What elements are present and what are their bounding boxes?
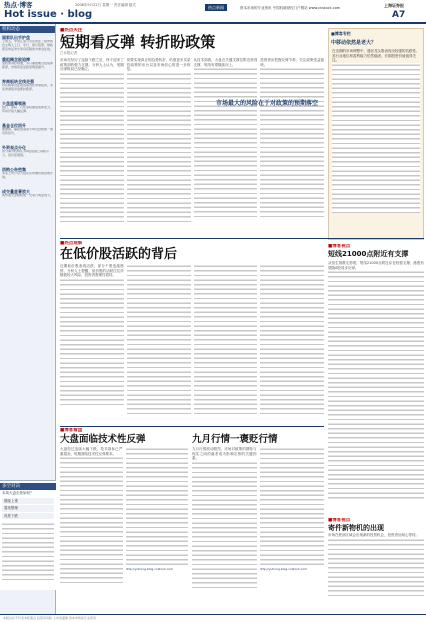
article-column: [126, 447, 189, 597]
article-column: [60, 447, 123, 597]
blog-column: [328, 28, 424, 240]
main-article-kicker: ■热点关注: [60, 28, 83, 33]
bottom-right-kicker: ■博客视点: [328, 518, 351, 523]
article-column: [127, 264, 191, 416]
sidebar-item-text: 两市成交金额较前一交易日明显放大。: [2, 194, 53, 197]
bottom-mid-article: [192, 428, 324, 612]
bottom-left-kicker: ■博客看盘: [60, 428, 83, 433]
blog-column-body: [329, 49, 423, 227]
page-footer: 本版言论不代表本报观点 投资有风险 入市需谨慎 资本市场的专业资讯: [0, 614, 426, 622]
sidebar-heading: 机构动态: [0, 26, 55, 33]
bottom-right-article: [328, 518, 424, 612]
text-block: [194, 264, 258, 414]
blog-link[interactable]: http://yuhong.blog.cnstock.com: [259, 567, 308, 571]
sidebar-item-title: 回购公告密集: [2, 167, 26, 172]
article-paragraph: 市场在底部区域会出现新的投资机会，投资者应耐心等待。: [328, 533, 419, 537]
article-column: [260, 447, 325, 597]
sidebar-item-text: 印花税单边征收直接利好券商板块，多家券商股早盘即封涨停。: [2, 84, 53, 91]
article-column: [194, 264, 258, 416]
bottom-right-body: [328, 533, 424, 598]
text-block: [60, 456, 123, 584]
section-title: 热点·博客: [4, 1, 33, 9]
article-paragraph: 从技术面看，大盘在关键支撑位附近获得支撑，短线有望继续向上。: [193, 58, 258, 67]
text-block: [194, 67, 258, 217]
poll-text-block: [2, 522, 54, 582]
divider: [60, 426, 324, 427]
paper-name: 上海证券报: [384, 3, 404, 8]
sidebar-item-text: 多家上市公司大股东宣布增持或回购计划。: [2, 172, 53, 179]
poll-question: 本周大盘走势如何？: [2, 491, 34, 495]
sidebar-item-title: 国家队出手护盘: [2, 35, 30, 40]
sidebar-item-text: 银行、保险、石化等权重股集体发力，带动沪指大幅反弹。: [2, 106, 53, 113]
masthead: [0, 0, 426, 24]
article-column: [60, 58, 124, 230]
poll-option[interactable]: 再度下跌: [2, 513, 54, 520]
article-paragraph: 大盘经过连续大幅下跌，技术指标已严重超卖，短期面临技术性反弹要求。: [60, 447, 123, 456]
sidebar-item-title: 外资观点分化: [2, 145, 26, 150]
article-paragraph: 市场在经历了连续下跌之后，终于迎来了政策面的强力支撑。分析人士认为，短期反弹格局已经确立。: [60, 58, 124, 72]
divider: [60, 238, 424, 239]
blog-column-tag: ■博客专栏: [331, 31, 351, 36]
text-block: [328, 270, 424, 500]
sidebar-item: [0, 77, 55, 99]
second-article: [60, 241, 324, 423]
text-block: [332, 63, 420, 213]
section-title-en: Hot issue · blog: [4, 9, 93, 20]
article-column: [260, 58, 324, 230]
main-article-headline: 短期看反弹 转折盼政策: [60, 33, 216, 51]
sidebar-item: [0, 165, 55, 187]
sidebar-item-title: 大盘蓝筹领涨: [2, 101, 26, 106]
second-article-headline: 在低价股活跃的背后: [60, 247, 178, 262]
sidebar-item-title: 券商板块全线走强: [2, 79, 34, 84]
text-block: [127, 72, 191, 222]
issue-meta: 2008年9月22日 星期一 责任编辑 版式: [75, 3, 136, 7]
blog-column-paragraph: 在近期的市场调整中，通信龙头股表现出较强的抗跌性，其行业地位和盈利能力依然稳固，长期投资价值值得关注。: [332, 49, 420, 63]
text-block: [260, 264, 324, 414]
article-paragraph: 投资者应把握反弹节奏，关注政策受益板块。: [260, 58, 324, 67]
text-block: [260, 447, 325, 567]
sidebar-item-title: 重组概念股追捧: [2, 57, 30, 62]
sidebar-item-title: 基金仓位回升: [2, 123, 26, 128]
third-article-kicker: ■博客视点: [328, 244, 351, 249]
article-column: [127, 58, 191, 230]
article-column: [194, 58, 258, 230]
sidebar-item: [0, 187, 55, 209]
sidebar-item-text: 部分海外机构认为A股估值已具吸引力，但仍需观察。: [2, 150, 50, 157]
sidebar: [0, 24, 56, 614]
sidebar-item: [0, 99, 55, 121]
sidebar-item: [0, 33, 55, 55]
text-block: [328, 538, 424, 598]
pull-quote: 市场最大的风险在于对政策的预期落空: [216, 100, 319, 107]
article-column: [192, 447, 257, 597]
third-article-body: [328, 261, 424, 500]
bottom-right-headline: 寄件新物机的出现: [328, 524, 384, 532]
bottom-left-article: [60, 428, 188, 612]
text-block: [126, 447, 189, 567]
poll-option[interactable]: 继续上涨: [2, 498, 54, 505]
sidebar-item: [0, 143, 55, 165]
bottom-mid-body: [192, 447, 324, 597]
blog-column-title: 中移动依然是老大？: [331, 40, 377, 46]
main-article-byline: □本报记者: [60, 51, 78, 55]
article-paragraph: 近期低价股表现活跃，部分个股连续涨停。分析人士提醒，低价股的活跃往往伴随着较大风险，投资者需理性看待。: [60, 264, 124, 278]
poll-box: [0, 480, 56, 590]
masthead-logo: 热点新闻: [205, 4, 227, 11]
sidebar-item-text: 受政策利好刺激，多只重组概念股集体涨停，市场资金活跃度明显提升。: [2, 62, 53, 69]
article-paragraph: 从恒生指数走势看，短线21000点附近存在较强支撑，港股有望随A股同步反弹。: [328, 261, 424, 270]
article-column: [60, 264, 124, 416]
sidebar-item: [0, 121, 55, 143]
poll-heading: 多空对决: [0, 483, 56, 490]
text-block: [260, 67, 324, 217]
text-block: [60, 72, 124, 222]
second-article-body: [60, 264, 324, 416]
bottom-mid-headline: 九月行情一褒贬行情: [192, 434, 278, 445]
third-article: [328, 244, 424, 514]
sidebar-item-text: 上周五，中央汇金公司宣布在二级市场自主购入工行、中行、建行股票，财政部宣布证券交易印花税改为单边征收。: [2, 40, 53, 51]
second-article-kicker: ■热点观察: [60, 241, 83, 246]
bottom-left-headline: 大盘面临技术性反弹: [60, 434, 146, 445]
main-article: [60, 28, 324, 234]
main-article-body: [60, 58, 324, 230]
text-block: [127, 264, 191, 414]
sidebar-item-text: 据测算，偏股型基金平均仓位较前一周有所回升。: [2, 128, 53, 135]
article-paragraph: 九月行情波动剧烈，市场对政策的期待与现实之间的落差成为影响走势的关键因素。: [192, 447, 257, 461]
third-article-headline: 短线21000点附近有支撑: [328, 250, 409, 258]
sidebar-item: [0, 55, 55, 77]
bottom-left-body: [60, 447, 188, 597]
text-block: [60, 278, 124, 406]
blog-link[interactable]: http://yuhong.blog.cnstock.com: [125, 567, 174, 571]
text-block: [192, 461, 257, 589]
page-number: A7: [392, 10, 406, 20]
article-column: [260, 264, 324, 416]
masthead-promo: 资本市场的专业资讯 中国权威财经门户网站 www.cnstock.com: [240, 6, 341, 10]
sidebar-item-title: 成交量显著放大: [2, 189, 30, 194]
article-paragraph: 但要实现真正的趋势转折，仍需更多实质性政策的出台以及市场信心的进一步恢复。: [126, 58, 191, 72]
poll-option[interactable]: 震荡整理: [2, 505, 54, 512]
